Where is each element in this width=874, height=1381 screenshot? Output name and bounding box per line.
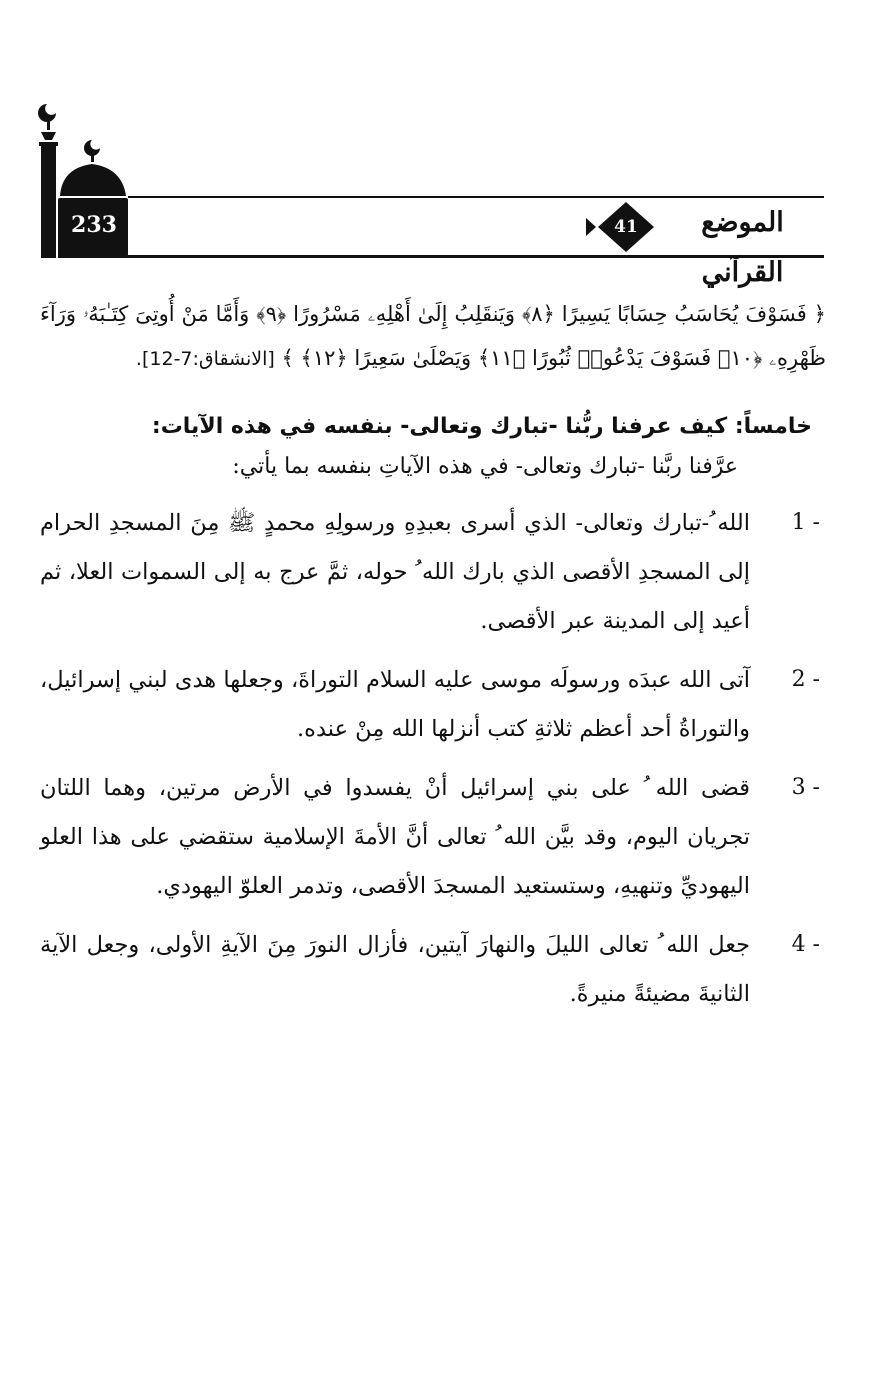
page-content xyxy=(40,292,826,1029)
page-number: 233 xyxy=(71,212,117,238)
section-title: الموضع القرآني xyxy=(701,207,784,288)
quran-reference: [الانشقاق:7-12]. xyxy=(135,348,275,370)
section-heading: خامساً: كيف عرفنا ربُّنا -تبارك وتعالى- بنفسه في هذه الآيات: xyxy=(151,414,812,439)
list-item-number: 2 - xyxy=(791,667,820,692)
list-item-text: الله ُ-تبارك وتعالى- الذي أسرى بعبدِهِ ورسولِهِ محمدٍ ﷺ مِنَ المسجدِ الحرام إلى المسجدِ الأقصى الذي بارك الله ُ حوله، ثمَّ عرج به إلى السموات العلا، ثم أعيد إلى المدينة عبر الأقصى. xyxy=(40,510,750,634)
list-item-text: قضى الله ُ على بني إسرائيل أنْ يفسدوا في الأرض مرتين، وهما اللتان تجريان اليوم، وقد بيَّن الله ُ تعالى أنَّ الأمةَ الإسلامية ستقضي على هذا العلو اليهوديِّ وتنهيهِ، وستستعيد المسجدَ الأقصى، وتدمر العلوّ اليهودي. xyxy=(40,775,750,899)
list-item-text: آتى الله عبدَه ورسولَه موسى عليه السلام التوراةَ، وجعلها هدى لبني إسرائيل، والتوراةُ أحد أعظم ثلاثةِ كتب أنزلها الله مِنْ عنده. xyxy=(40,667,750,742)
list-item xyxy=(40,921,826,1019)
section-number: 41 xyxy=(614,217,638,237)
list-item-number: 4 - xyxy=(791,932,820,957)
list-item-number: 3 - xyxy=(791,775,820,800)
page-header xyxy=(0,0,874,288)
section-intro: عرَّفنا ربَّنا -تبارك وتعالى- في هذه الآياتِ بنفسه بما يأتي: xyxy=(232,454,738,479)
list-item xyxy=(40,764,826,911)
minaret-icon xyxy=(38,104,58,258)
quran-verses xyxy=(40,292,826,381)
list-item-text: جعل الله ُ تعالى الليلَ والنهارَ آيتين، فأزال النورَ مِنَ الآيةِ الأولى، وجعل الآية الثانيةَ مضيئةً منيرةً. xyxy=(40,932,750,1007)
dome-icon xyxy=(60,140,126,196)
list-item xyxy=(40,499,826,646)
list-item xyxy=(40,656,826,754)
list-item-number: 1 - xyxy=(791,510,820,535)
quran-verse-text: ﴿ فَسَوْفَ يُحَاسَبُ حِسَابًا يَسِيرًا ﴿٨﴾ وَيَنقَلِبُ إِلَىٰ أَهْلِهِۦ مَسْرُورًا ﴿٩﴾ وَأَمَّا مَنْ أُوتِىَ كِتَـٰبَهُۥ وَرَآءَ ظَهْرِهِۦ ﴿١٠﴾ فَسَوْفَ يَدْعُوا۟ ثُبُورًا ﴿١١﴾ وَيَصْلَىٰ سَعِيرًا ﴿١٢﴾ ﴾ xyxy=(40,302,826,370)
